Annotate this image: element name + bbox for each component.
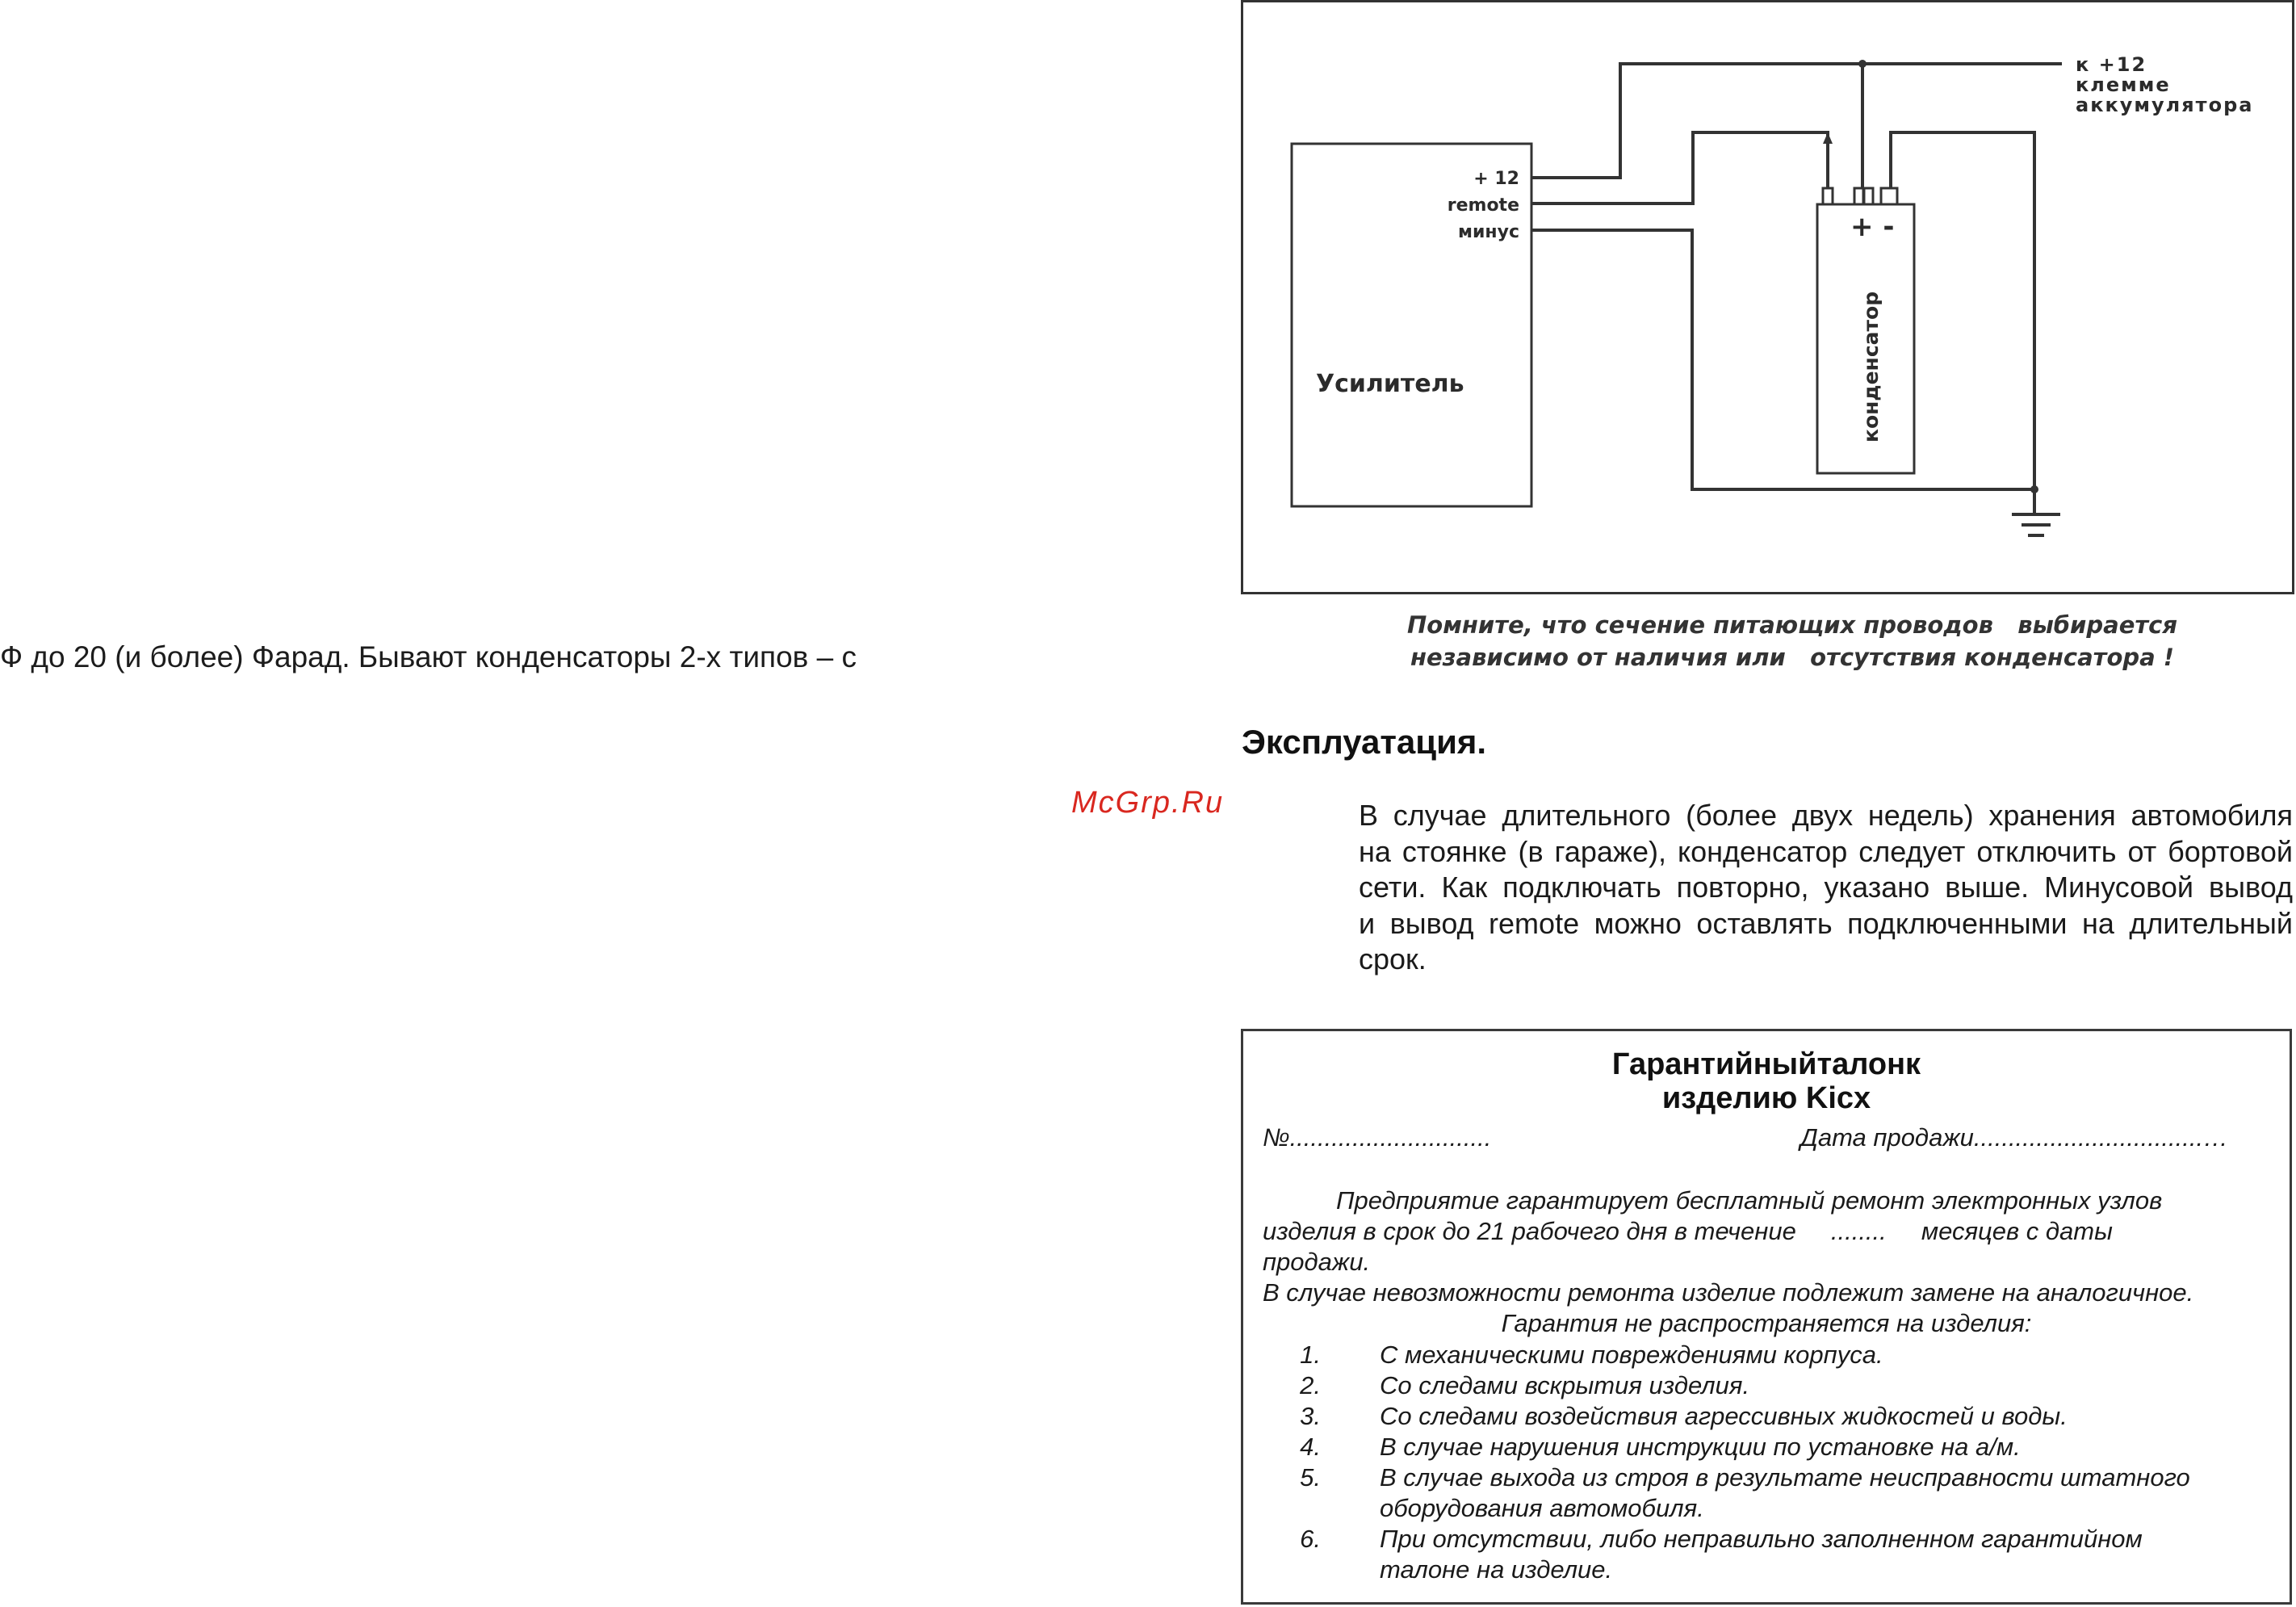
wiring-diagram bbox=[1241, 0, 2294, 594]
exclusion-item bbox=[1263, 1432, 2190, 1462]
pin-remote-label: remote bbox=[1447, 195, 1519, 216]
sale-date-field: Дата продажи.................................… bbox=[1800, 1123, 2229, 1152]
arrow-head bbox=[1823, 132, 1833, 144]
item-number: 4. bbox=[1300, 1433, 1321, 1461]
item-text: В случае нарушения инструкции по установке на а/м. bbox=[1380, 1433, 2021, 1461]
guarantee-line: Предприятие гарантирует бесплатный ремонт электронных узлов bbox=[1336, 1186, 2163, 1215]
section-title: Эксплуатация. bbox=[1242, 723, 1487, 761]
amplifier-label: Усилитель bbox=[1316, 370, 1464, 398]
exploitation-paragraph bbox=[1359, 798, 2293, 978]
item-text: В случае выхода из строя в результате неисправности штатного bbox=[1380, 1463, 2190, 1492]
pin-plus12-label: + 12 bbox=[1473, 169, 1519, 189]
junction-dot bbox=[1858, 60, 1867, 68]
exclusions-list bbox=[1263, 1340, 2190, 1585]
capacitor-terminal bbox=[1881, 188, 1897, 204]
paragraph-line: сети. Как подключать повторно, указано выше. Минусовой вывод bbox=[1359, 871, 2293, 904]
coupon-title bbox=[1243, 1047, 2290, 1115]
battery-label-line1: к +12 bbox=[2076, 53, 2147, 76]
coupon-title-line: Гарантийныйталонк bbox=[1611, 1047, 1921, 1081]
exclusion-item bbox=[1263, 1340, 2190, 1370]
guarantee-line: В случае невозможности ремонта изделие подлежит замене на аналогичное. bbox=[1263, 1278, 2194, 1307]
watermark: McGrp.Ru bbox=[1071, 786, 1225, 820]
item-number bbox=[1263, 1555, 1321, 1585]
item-number: 5. bbox=[1300, 1463, 1321, 1492]
item-text: оборудования автомобиля. bbox=[1380, 1494, 1704, 1522]
item-number: 6. bbox=[1300, 1525, 1321, 1553]
item-text: При отсутствии, либо неправильно заполненном гарантийном bbox=[1380, 1525, 2143, 1553]
pin-minus-label: минус bbox=[1458, 222, 1519, 242]
wire-cap-minus bbox=[1891, 132, 2034, 489]
guarantee-line: продажи. bbox=[1263, 1248, 1371, 1276]
exclusion-item bbox=[1263, 1493, 2190, 1524]
capacitor-polarity-label: + - bbox=[1850, 211, 1895, 243]
item-text: Со следами воздействия агрессивных жидкостей и воды. bbox=[1380, 1402, 2068, 1430]
note-line: Помните, что сечение питающих проводов выбирается bbox=[1407, 611, 2177, 639]
paragraph-line: на стоянке (в гараже), конденсатор следует отключить от бортовой bbox=[1359, 834, 2293, 868]
item-number: 2. bbox=[1300, 1371, 1321, 1399]
ground-symbol bbox=[2012, 489, 2060, 535]
exclusion-item bbox=[1263, 1401, 2190, 1432]
left-page-text-line: Ф до 20 (и более) Фарад. Бывают конденсаторы 2-х типов – с bbox=[0, 640, 857, 673]
wire-plus12-to-battery bbox=[1531, 64, 2062, 178]
note-line: независимо от наличия или отсутствия конденсатора ! bbox=[1410, 644, 2175, 671]
paragraph-line: В случае длительного (более двух недель) хранения автомобиля bbox=[1359, 799, 2293, 832]
exclusion-item bbox=[1263, 1555, 2190, 1585]
battery-label-line2: клемме bbox=[2076, 73, 2171, 96]
guarantee-line: изделия в срок до 21 рабочего дня в течение ........ месяцев с даты bbox=[1263, 1217, 2113, 1245]
guarantee-line: Гарантия не распространяется на изделия: bbox=[1501, 1309, 2032, 1337]
exclusion-item bbox=[1263, 1524, 2190, 1555]
capacitor-label: конденсатор bbox=[1859, 291, 1883, 443]
item-text: Со следами вскрытия изделия. bbox=[1380, 1371, 1750, 1399]
item-text: С механическими повреждениями корпуса. bbox=[1380, 1341, 1883, 1369]
exclusion-item bbox=[1263, 1462, 2190, 1493]
item-number: 3. bbox=[1300, 1402, 1321, 1430]
paragraph-line: и вывод remote можно оставлять подключенными на длительный bbox=[1359, 906, 2293, 940]
coupon-number-field: №............................. bbox=[1263, 1123, 1492, 1152]
item-number bbox=[1263, 1493, 1321, 1524]
capacitor-terminal bbox=[1823, 188, 1833, 204]
coupon-title-line: изделию Kicx bbox=[1661, 1081, 1871, 1115]
diagram-note bbox=[1316, 609, 2269, 673]
wire-remote bbox=[1531, 132, 1828, 203]
item-number: 1. bbox=[1300, 1341, 1321, 1369]
item-text: талоне на изделие. bbox=[1380, 1555, 1613, 1584]
battery-label-line3: аккумулятора bbox=[2076, 94, 2254, 116]
exclusion-item bbox=[1263, 1370, 2190, 1401]
paragraph-line: срок. bbox=[1359, 942, 1427, 976]
wire-minus-ground bbox=[1531, 230, 2034, 489]
warranty-coupon bbox=[1241, 1029, 2292, 1605]
